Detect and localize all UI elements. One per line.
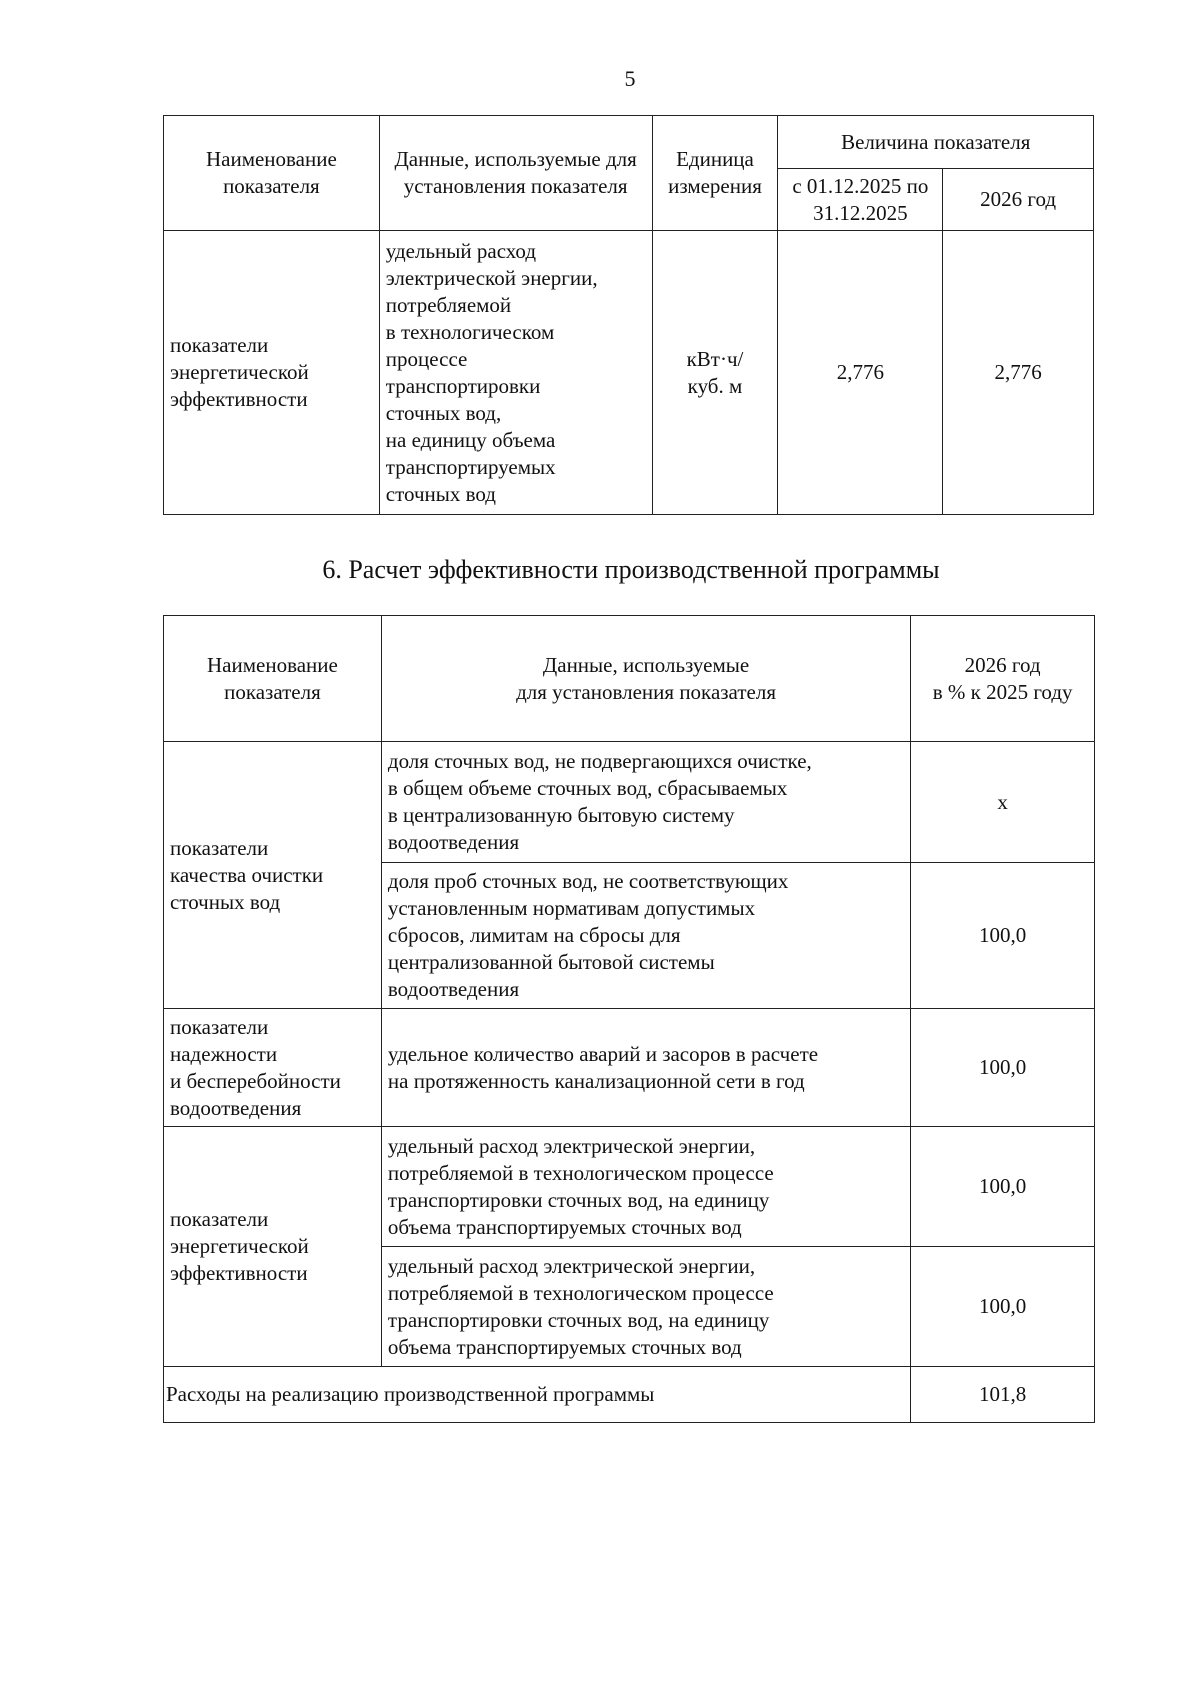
header-name: Наименование показателя — [164, 116, 380, 231]
data-line: удельный расход электрической энергии, — [387, 1133, 756, 1158]
data-line: удельное количество аварий и засоров в расчете — [387, 1041, 819, 1066]
energy-row-2-value: 100,0 — [911, 1247, 1095, 1367]
data-line: централизованной бытовой системы — [387, 950, 715, 974]
t2-header-name-line: показателя — [224, 679, 321, 704]
data-line: транспортировки сточных вод, на единицу — [387, 1307, 770, 1332]
row-data-line: транспортируемых — [385, 454, 556, 479]
page-number: 5 — [624, 66, 636, 91]
quality-row-2-data — [381, 863, 910, 1009]
header-data: Данные, используемые для установления показателя — [379, 116, 652, 231]
energy-efficiency-table — [163, 115, 1094, 515]
row-data-line: на единицу объема — [385, 427, 556, 452]
row-data-line: транспортировки — [385, 373, 541, 398]
quality-row-1-value: x — [911, 742, 1095, 863]
energy-row-2-data — [381, 1247, 910, 1367]
row-unit-line: куб. м — [687, 373, 743, 398]
data-line: объема транспортируемых сточных вод — [387, 1214, 742, 1239]
row-data-line: электрической энергии, — [385, 265, 598, 290]
data-line: потребляемой в технологическом процессе — [387, 1160, 774, 1185]
row-value-2: 2,776 — [943, 231, 1094, 515]
group-name-line: сточных вод — [170, 889, 281, 914]
data-line: в общем объеме сточных вод, сбрасываемых — [387, 776, 788, 800]
header-period-2: 2026 год — [943, 169, 1094, 231]
data-line: доля проб сточных вод, не соответствующих — [387, 869, 789, 893]
data-line: объема транспортируемых сточных вод — [387, 1334, 742, 1359]
row-data-line: удельный расход — [385, 238, 537, 263]
quality-row-2-value: 100,0 — [911, 863, 1095, 1009]
energy-row-1-value: 100,0 — [911, 1127, 1095, 1247]
data-line: доля сточных вод, не подвергающихся очистке, — [387, 749, 812, 773]
data-line: на протяженность канализационной сети в год — [387, 1068, 805, 1093]
reliability-row-data — [381, 1009, 910, 1127]
total-label: Расходы на реализацию производственной программы — [164, 1367, 911, 1423]
row-unit-line: кВт·ч/ — [686, 346, 744, 371]
t2-header-data-line: для установления показателя — [516, 679, 776, 704]
t2-header-name-line: Наименование — [207, 652, 338, 677]
row-value-1: 2,776 — [778, 231, 943, 515]
t2-header-data — [381, 616, 910, 742]
group-name-line: качества очистки — [170, 862, 324, 887]
header-value-group: Величина показателя — [778, 116, 1094, 169]
reliability-row-value: 100,0 — [911, 1009, 1095, 1127]
data-line: удельный расход электрической энергии, — [387, 1253, 756, 1278]
group-name-line: водоотведения — [170, 1095, 302, 1120]
row-data-line: потребляемой — [385, 292, 512, 317]
data-line: водоотведения — [387, 977, 520, 1001]
header-period-1: с 01.12.2025 по 31.12.2025 — [778, 169, 943, 231]
group-reliability-name — [164, 1009, 382, 1127]
quality-row-1-data — [381, 742, 910, 863]
t2-header-name — [164, 616, 382, 742]
row-data — [379, 231, 652, 515]
row-data-line: процессе — [385, 346, 468, 371]
row-data-line: сточных вод, — [385, 400, 502, 425]
group-name-line: и бесперебойности — [170, 1068, 341, 1093]
row-unit — [652, 231, 778, 515]
data-line: установленным нормативам допустимых — [387, 896, 756, 920]
section-heading: 6. Расчет эффективности производственной программы — [322, 555, 940, 584]
t2-header-pct — [911, 616, 1095, 742]
data-line: в централизованную бытовую систему — [387, 803, 735, 827]
group-name-line: показатели — [170, 1014, 269, 1039]
group-energy-name — [164, 1127, 382, 1367]
group-name-line: показатели — [170, 835, 269, 860]
t2-header-data-line: Данные, используемые — [542, 652, 750, 677]
t2-header-pct-line: 2026 год — [964, 652, 1041, 677]
program-efficiency-table — [163, 615, 1095, 1423]
group-name-line: энергетической — [170, 1234, 309, 1258]
data-line: сбросов, лимитам на сбросы для — [387, 923, 681, 947]
t2-header-pct-line: в % к 2025 году — [932, 679, 1073, 704]
data-line: потребляемой в технологическом процессе — [387, 1280, 774, 1305]
data-line: водоотведения — [387, 830, 520, 854]
header-unit: Единица измерения — [652, 116, 778, 231]
group-name-line: надежности — [170, 1041, 278, 1066]
group-name-line: показатели — [170, 1207, 269, 1231]
energy-row-1-data — [381, 1127, 910, 1247]
total-value: 101,8 — [911, 1367, 1095, 1423]
group-name-line: эффективности — [170, 1261, 308, 1285]
group-quality-name — [164, 742, 382, 1009]
data-line: транспортировки сточных вод, на единицу — [387, 1187, 770, 1212]
row-data-line: сточных вод — [385, 481, 496, 506]
row-name: показатели энергетической эффективности — [164, 231, 380, 515]
row-data-line: в технологическом — [385, 319, 555, 344]
